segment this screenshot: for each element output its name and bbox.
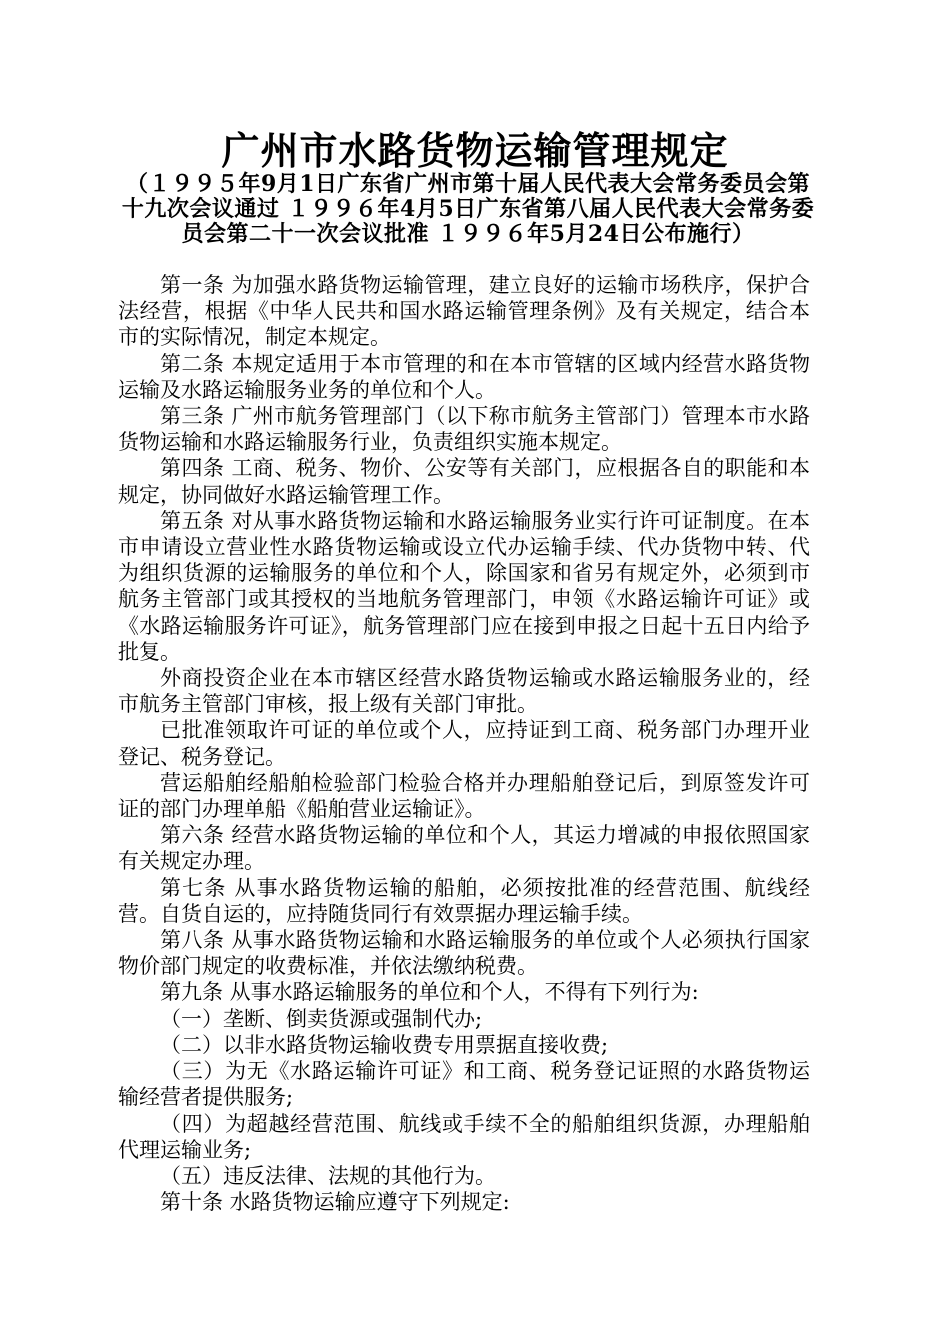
paragraph-article-5: 第五条 对从事水路货物运输和水路运输服务业实行许可证制度。在本市申请设立营业性水路货物运输或设立代办运输手续、代办货物中转、代为组织货源的运输服务的单位和个人，除国家和省另有规定外，必须到市航务主管部门或其授权的当地航务管理部门，申领《水路运输许可证》或《水路运输服务许可证》，航务管理部门应在接到申报之日起十五日内给予批复。 — [118, 508, 810, 664]
document-subtitle: （１９９５年9月1日广东省广州市第十届人民代表大会常务委员会第十九次会议通过 １９９６年4月5日广东省第八届人民代表大会常务委员会第二十一次会议批准 １９９６年5月24日公布施行） — [121, 171, 815, 247]
paragraph-article-9-item-4: （四）为超越经营范围、航线或手续不全的船舶组织货源，办理船舶代理运输业务; — [118, 1111, 810, 1162]
paragraph-article-1: 第一条 为加强水路货物运输管理，建立良好的运输市场秩序，保护合法经营，根据《中华人民共和国水路运输管理条例》及有关规定，结合本市的实际情况，制定本规定。 — [118, 273, 810, 350]
paragraph-article-9-item-2: （二）以非水路货物运输收费专用票据直接收费; — [160, 1032, 609, 1057]
paragraph-article-4: 第四条 工商、税务、物价、公安等有关部门，应根据各自的职能和本规定，协同做好水路运输管理工作。 — [118, 456, 810, 507]
paragraph-article-8: 第八条 从事水路货物运输和水路运输服务的单位或个人必须执行国家物价部门规定的收费标准，并依法缴纳税费。 — [118, 928, 810, 979]
paragraph-article-5-foreign: 外商投资企业在本市辖区经营水路货物运输或水路运输服务业的，经市航务主管部门审核，报上级有关部门审批。 — [118, 666, 810, 717]
paragraph-article-2: 第二条 本规定适用于本市管理的和在本市管辖的区域内经营水路货物运输及水路运输服务业务的单位和个人。 — [118, 351, 810, 402]
paragraph-article-5-registration: 已批准领取许可证的单位或个人，应持证到工商、税务部门办理开业登记、税务登记。 — [118, 718, 810, 769]
paragraph-article-7: 第七条 从事水路货物运输的船舶，必须按批准的经营范围、航线经营。自货自运的，应持随货同行有效票据办理运输手续。 — [118, 875, 810, 926]
paragraph-article-5-vessel: 营运船舶经船舶检验部门检验合格并办理船舶登记后，到原签发许可证的部门办理单船《船舶营业运输证》。 — [118, 770, 810, 822]
paragraph-article-6: 第六条 经营水路货物运输的单位和个人，其运力增减的申报依照国家有关规定办理。 — [118, 823, 810, 874]
document-body — [118, 272, 810, 1215]
paragraph-article-3: 第三条 广州市航务管理部门（以下称市航务主管部门）管理本市水路货物运输和水路运输服务行业，负责组织实施本规定。 — [118, 404, 810, 455]
paragraph-article-10: 第十条 水路货物运输应遵守下列规定: — [160, 1190, 510, 1215]
paragraph-article-9: 第九条 从事水路运输服务的单位和个人，不得有下列行为: — [160, 980, 699, 1005]
paragraph-article-9-item-1: （一）垄断、倒卖货源或强制代办; — [160, 1006, 483, 1031]
paragraph-article-9-item-5: （五）违反法律、法规的其他行为。 — [160, 1163, 496, 1188]
paragraph-article-9-item-3: （三）为无《水路运输许可证》和工商、税务登记证照的水路货物运输经营者提供服务; — [118, 1059, 810, 1110]
document-title: 广州市水路货物运输管理规定 — [221, 128, 729, 173]
